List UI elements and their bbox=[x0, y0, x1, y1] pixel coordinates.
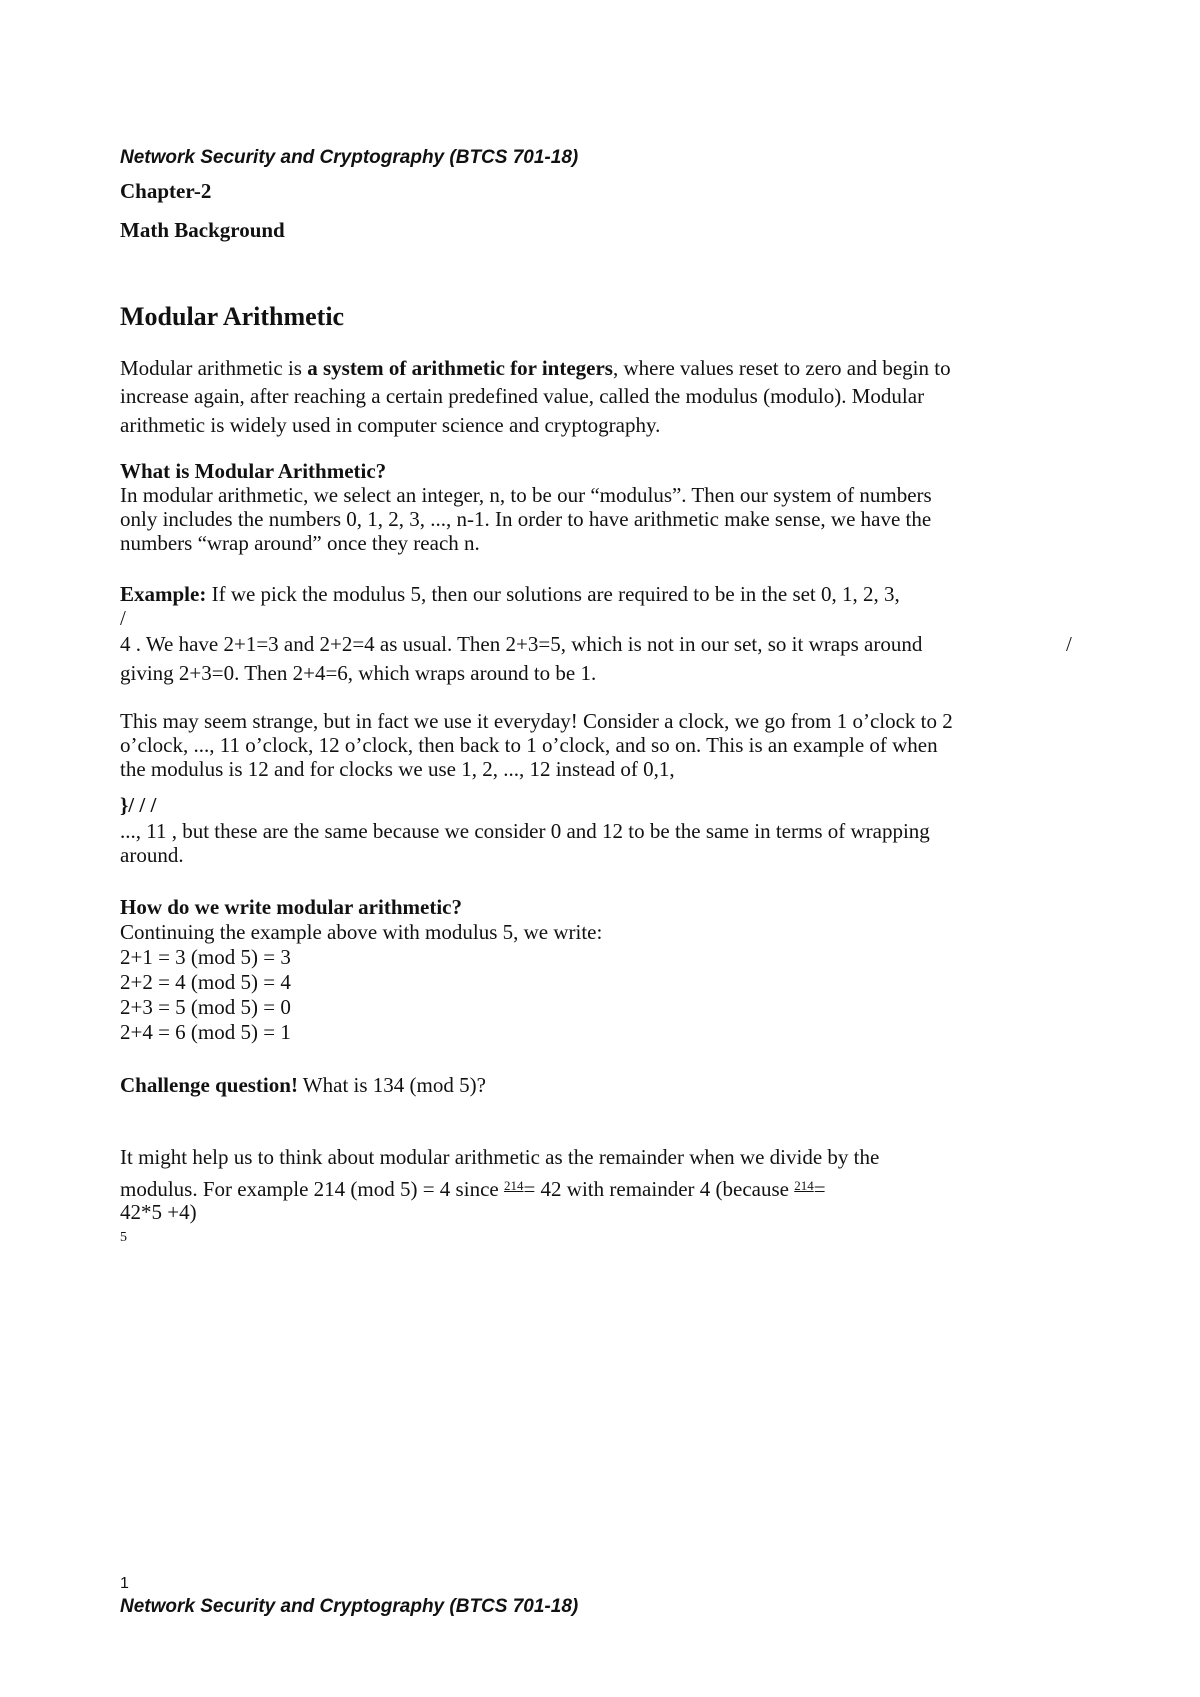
footer-course-title: Network Security and Cryptography (BTCS 701-18) bbox=[120, 1596, 579, 1617]
remainder-line-1: It might help us to think about modular arithmetic as the remainder when we divide by the bbox=[120, 1145, 880, 1169]
remainder-line-2: modulus. For example 214 (mod 5) = 4 since $^{214}$= 42 with remainder 4 (because $^{214}$= bbox=[120, 1177, 826, 1201]
equation-line: 2+4 = 6 (mod 5) = 1 bbox=[120, 1020, 291, 1044]
header-course-title: Network Security and Cryptography (BTCS 701-18) bbox=[120, 147, 579, 168]
example-slash-2: / bbox=[1066, 632, 1072, 656]
clock-line-5: ..., 11 , but these are the same because we consider 0 and 12 to be the same in terms of wrapping bbox=[120, 819, 930, 843]
clock-line-6: around. bbox=[120, 843, 184, 867]
section-title: Modular Arithmetic bbox=[120, 302, 345, 331]
challenge-question: Challenge question! What is 134 (mod 5)? bbox=[120, 1073, 486, 1097]
example-line-1: Example: If we pick the modulus 5, then our solutions are required to be in the set 0, 1, 2, 3, bbox=[120, 582, 900, 606]
how-heading: How do we write modular arithmetic? bbox=[120, 895, 462, 919]
example-line-3: giving 2+3=0. Then 2+4=6, which wraps around to be 1. bbox=[120, 661, 597, 685]
clock-line-4: }/ / / bbox=[120, 793, 157, 817]
remainder-line-4: 5 bbox=[120, 1230, 127, 1245]
how-intro: Continuing the example above with modulus 5, we write: bbox=[120, 920, 603, 944]
clock-line-3: the modulus is 12 and for clocks we use 1, 2, ..., 12 instead of 0,1, bbox=[120, 757, 675, 781]
intro-line-2: increase again, after reaching a certain predefined value, called the modulus (modulo). Modular bbox=[120, 384, 925, 408]
clock-line-1: This may seem strange, but in fact we use it everyday! Consider a clock, we go from 1 o’clock to 2 bbox=[120, 709, 953, 733]
fraction-numerator: 214 bbox=[794, 1178, 814, 1193]
what-line-2: only includes the numbers 0, 1, 2, 3, ..., n-1. In order to have arithmetic make sense, we have the bbox=[120, 507, 932, 531]
example-line-2: 4 . We have 2+1=3 and 2+2=4 as usual. Then 2+3=5, which is not in our set, so it wraps around bbox=[120, 632, 923, 656]
remainder-line-3: 42*5 +4) bbox=[120, 1200, 197, 1224]
what-heading: What is Modular Arithmetic? bbox=[120, 459, 387, 483]
equation-line: 2+2 = 4 (mod 5) = 4 bbox=[120, 970, 291, 994]
intro-line-3: arithmetic is widely used in computer science and cryptography. bbox=[120, 413, 661, 437]
what-line-3: numbers “wrap around” once they reach n. bbox=[120, 531, 480, 555]
clock-line-2: o’clock, ..., 11 o’clock, 12 o’clock, then back to 1 o’clock, and so on. This is an example of when bbox=[120, 733, 938, 757]
example-slash-1: / bbox=[120, 606, 126, 630]
equation-line: 2+3 = 5 (mod 5) = 0 bbox=[120, 995, 291, 1019]
equation-line: 2+1 = 3 (mod 5) = 3 bbox=[120, 945, 291, 969]
section-subtitle: Math Background bbox=[120, 218, 285, 242]
intro-line-1: Modular arithmetic is a system of arithmetic for integers, where values reset to zero and begin to bbox=[120, 356, 951, 380]
fraction-numerator: 214 bbox=[503, 1178, 524, 1193]
chapter-label: Chapter-2 bbox=[120, 179, 212, 203]
what-line-1: In modular arithmetic, we select an integer, n, to be our “modulus”. Then our system of numbers bbox=[120, 483, 932, 507]
page-number: 1 bbox=[120, 1575, 129, 1592]
